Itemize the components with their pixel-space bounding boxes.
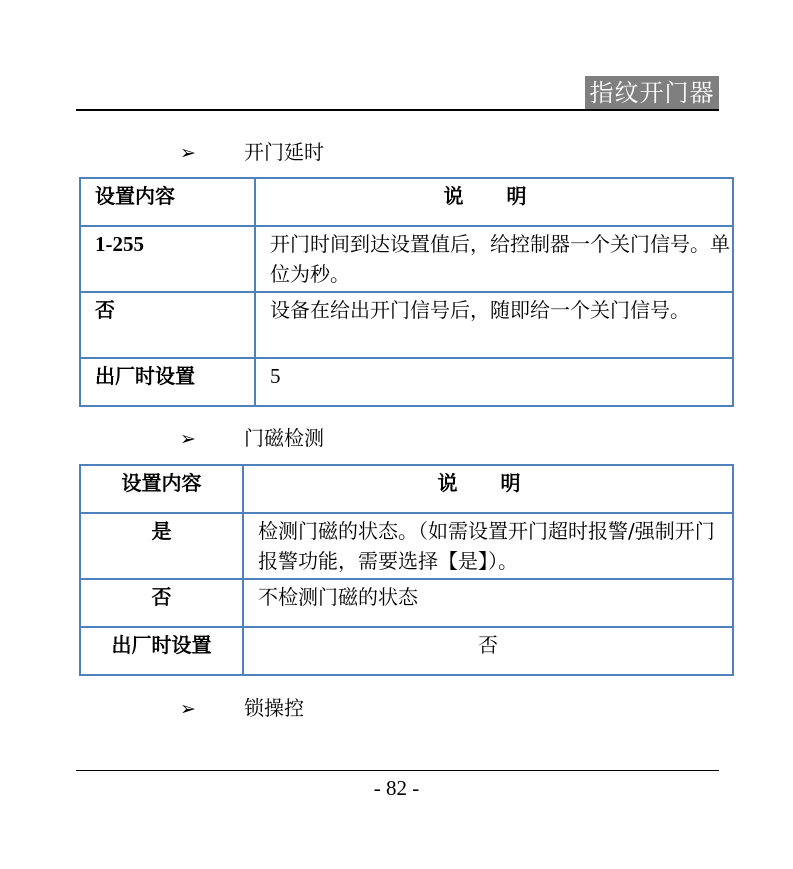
- row-key: 否: [80, 579, 243, 627]
- column-header-setting: 设置内容: [80, 178, 255, 226]
- table-row: [80, 627, 733, 675]
- row-key: 出厂时设置: [80, 358, 255, 406]
- header-rule: [76, 109, 719, 111]
- column-header-setting: 设置内容: [80, 465, 243, 513]
- section-title: 锁操控: [244, 696, 304, 720]
- section-heading-door-delay: [180, 137, 324, 167]
- footer-rule: [76, 770, 719, 771]
- arrow-bullet-icon: ➢: [180, 142, 196, 164]
- row-key: 出厂时设置: [80, 627, 243, 675]
- section-heading-lock-control: [180, 693, 304, 723]
- row-description: 检测门磁的状态。（如需设置开门超时报警/强制开门报警功能，需要选择【是】）。: [243, 513, 733, 579]
- door-delay-table: [79, 177, 734, 407]
- table-row: [80, 358, 733, 406]
- section-title: 门磁检测: [244, 426, 324, 450]
- row-description: 否: [243, 627, 733, 675]
- row-key: 是: [80, 513, 243, 579]
- row-key: 否: [80, 292, 255, 358]
- arrow-bullet-icon: ➢: [180, 698, 196, 720]
- table-row: [80, 513, 733, 579]
- table-header-row: [80, 178, 733, 226]
- table-row: [80, 579, 733, 627]
- row-key: 1-255: [80, 226, 255, 292]
- header-title: 指纹开门器: [585, 76, 719, 110]
- column-header-description: 说 明: [255, 178, 733, 226]
- row-description: 开门时间到达设置值后，给控制器一个关门信号。单位为秒。: [255, 226, 733, 292]
- door-sensor-table: [79, 464, 734, 676]
- row-description: 设备在给出开门信号后，随即给一个关门信号。: [255, 292, 733, 358]
- table-row: [80, 292, 733, 358]
- table-row: [80, 226, 733, 292]
- section-heading-door-sensor: [180, 423, 324, 453]
- column-header-description: 说 明: [243, 465, 733, 513]
- section-title: 开门延时: [244, 140, 324, 164]
- page-number: - 82 -: [373, 776, 420, 800]
- table-header-row: [80, 465, 733, 513]
- row-description: 5: [255, 358, 733, 406]
- row-description: 不检测门磁的状态: [243, 579, 733, 627]
- arrow-bullet-icon: ➢: [180, 428, 196, 450]
